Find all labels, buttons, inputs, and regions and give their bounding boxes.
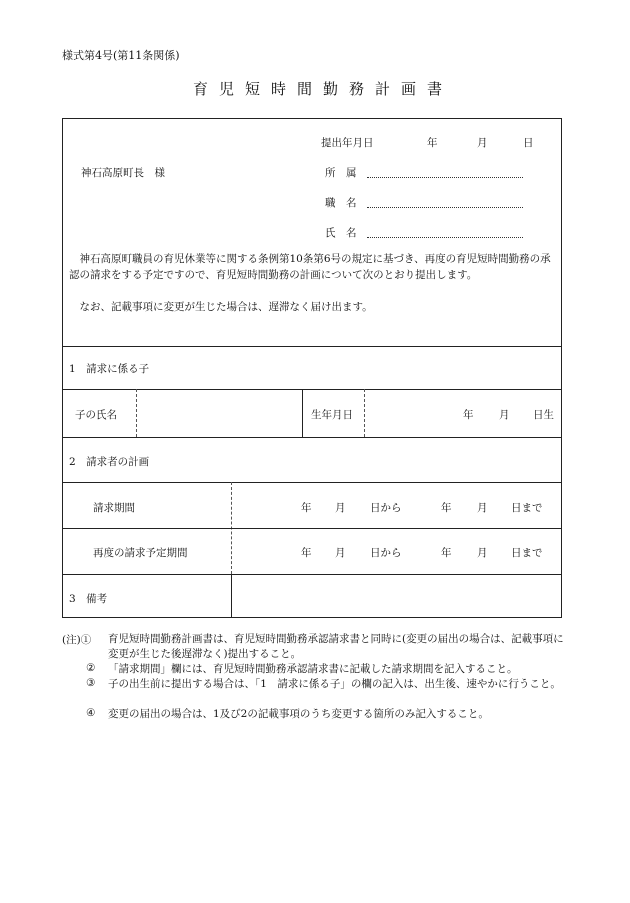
child-name-divider [136,389,137,437]
submission-year: 年 [427,137,438,149]
position-label: 職 名 [325,197,357,209]
section2-heading: 2 請求者の計画 [69,456,150,468]
remarks-divider [231,574,232,617]
child-name-field[interactable] [139,391,299,435]
period1-end-day: 日まで [511,502,543,514]
period2-end-month: 月 [477,547,488,559]
birthdate-left-divider [302,389,303,437]
addressee: 神石高原町長 様 [81,167,165,179]
request-period-label: 請求期間 [93,502,135,514]
affiliation-field[interactable] [367,177,523,178]
affiliation-label: 所 属 [325,167,357,179]
period1-end-year: 年 [441,502,452,514]
child-name-label: 子の氏名 [75,409,117,421]
form-box [62,118,562,618]
change-notice-paragraph: なお、記載事項に変更が生じた場合は、遅滞なく届け出ます。 [79,301,373,313]
note-2: 「請求期間」欄には、育児短時間勤務承認請求書に記載した請求期間を記入すること。 [108,663,518,675]
section2-mid-rule [63,528,562,529]
next-request-period-field[interactable] [235,531,559,571]
submission-month: 月 [477,137,488,149]
note-1: 育児短時間勤務計画書は、育児短時間勤務承認請求書と同時に(変更の届出の場合は、記載事項に変更が生じた後遅滞なく)提出すること。 [108,633,564,660]
section1-heading: 1 請求に係る子 [69,363,150,375]
next-request-period-label: 再度の請求予定期間 [93,547,188,559]
position-field[interactable] [367,207,523,208]
birth-day: 日生 [533,409,554,421]
period2-start-month: 月 [335,547,346,559]
remarks-field[interactable] [235,577,559,615]
form-number: 様式第4号(第11条関係) [62,49,180,62]
note-4-mark: ④ [86,707,96,719]
notes-prefix: (注)① [62,634,92,646]
submission-date-field[interactable] [393,133,419,149]
period2-end-day: 日まで [511,547,543,559]
section3-heading: 3 備考 [69,593,108,605]
submission-date-label: 提出年月日 [321,137,374,149]
birth-month: 月 [499,409,510,421]
period2-end-year: 年 [441,547,452,559]
birthdate-label: 生年月日 [311,409,353,421]
section1-row-rule [63,389,561,390]
document-title: 育児短時間勤務計画書 [192,80,453,98]
note-4: 変更の届出の場合は、1及び2の記載事項のうち変更する箇所のみ記入すること。 [108,708,489,720]
section1-top-rule [63,346,561,347]
submission-day: 日 [523,137,534,149]
section3-top-rule [63,574,561,575]
name-label: 氏 名 [325,227,357,239]
statement-paragraph: 神石高原町職員の育児休業等に関する条例第10条第6号の規定に基づき、再度の育児短時間勤務の承認の請求をする予定ですので、育児短時間勤務の計画について次のとおり提出します。 [69,253,551,281]
birth-year: 年 [463,409,474,421]
request-period-field[interactable] [235,485,559,527]
period1-start-month: 月 [335,502,346,514]
period1-start-year: 年 [301,502,312,514]
birthdate-divider [364,389,365,437]
period2-start-year: 年 [301,547,312,559]
section2-top-rule [63,437,561,438]
note-3-mark: ③ [86,677,96,689]
name-field[interactable] [367,237,523,238]
note-3: 子の出生前に提出する場合は、「1 請求に係る子」の欄の記入は、出生後、速やかに行うこと。 [108,678,561,690]
period1-start-day: 日から [370,502,402,514]
period2-start-day: 日から [370,547,402,559]
section2-row-rule [63,482,562,483]
period1-end-month: 月 [477,502,488,514]
note-2-mark: ② [86,662,96,674]
